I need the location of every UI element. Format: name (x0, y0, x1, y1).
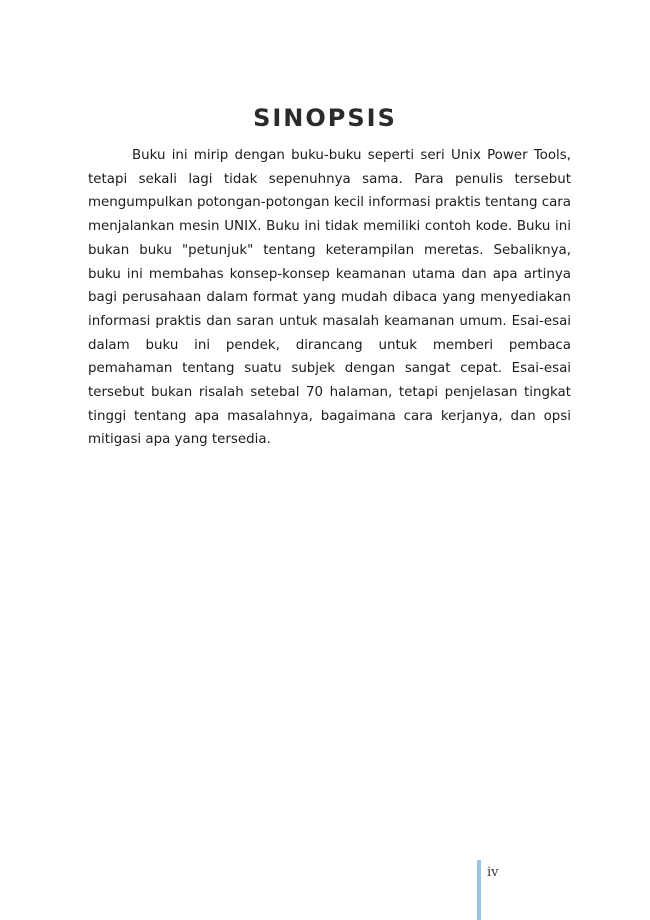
synopsis-paragraph: Buku ini mirip dengan buku-buku seperti seri Unix Power Tools, tetapi sekali lagi tidak sepenuhnya sama. Para penulis tersebut mengumpulkan potongan-potongan kecil informasi praktis tentang cara menjalankan mesin UNIX. Buku ini tidak memiliki contoh kode. Buku ini bukan buku "petunjuk" tentang keterampilan meretas. Sebaliknya, buku ini membahas konsep-konsep keamanan utama dan apa artinya bagi perusahaan dalam format yang mudah dibaca yang menyediakan informasi praktis dan saran untuk masalah keamanan umum. Esai-esai dalam buku ini pendek, dirancang untuk memberi pembaca pemahaman tentang suatu subjek dengan sangat cepat. Esai-esai tersebut bukan risalah setebal 70 halaman, tetapi penjelasan tingkat tinggi tentang apa masalahnya, bagaimana cara kerjanya, dan opsi mitigasi apa yang tersedia. (88, 148, 571, 448)
page-title: SINOPSIS (253, 104, 397, 132)
footer-accent-bar (477, 860, 481, 920)
page-number: iv (487, 865, 499, 880)
